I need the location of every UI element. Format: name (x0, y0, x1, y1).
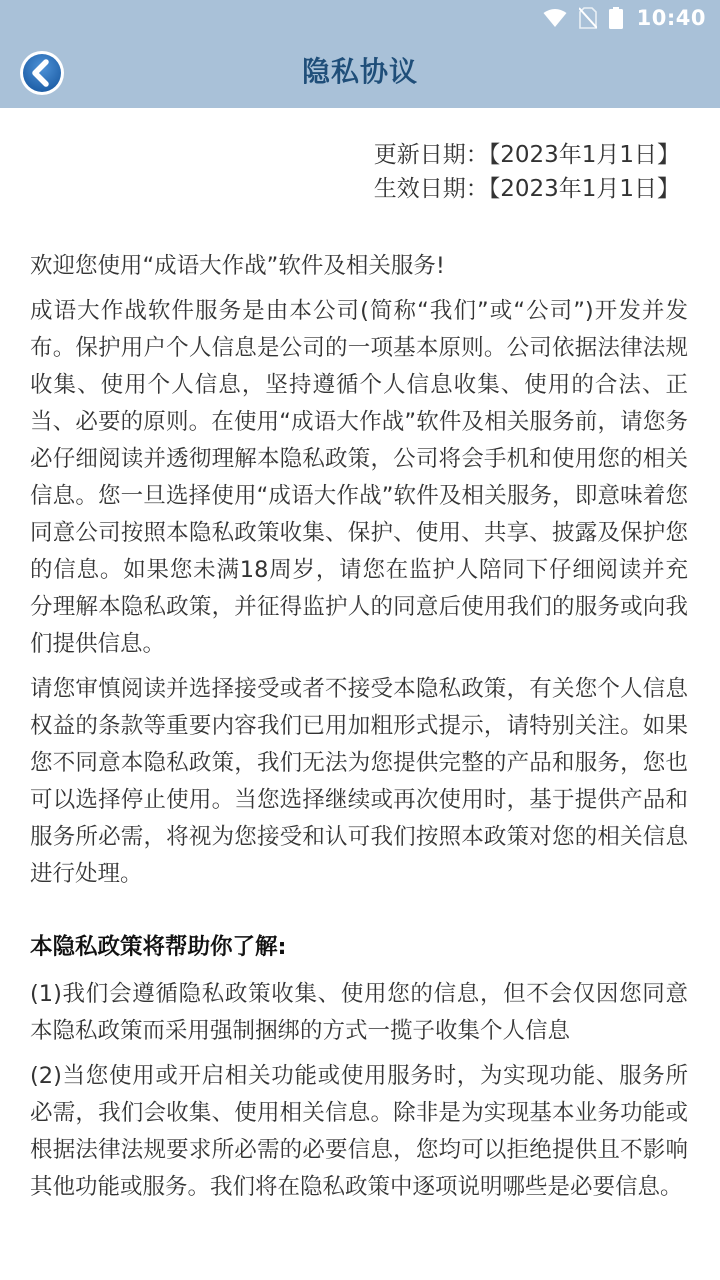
status-bar (0, 0, 720, 36)
section-title: 本隐私政策将帮助你了解: (30, 934, 287, 960)
page-title: 隐私协议 (301, 55, 418, 88)
list-item: (2)当您使用或开启相关功能或使用服务时，为实现功能、服务所必需，我们会收集、使用相关信息。除非是为实现基本业务功能或根据法律法规要求所必需的必要信息，您均可以拒绝提供且不影响其他功能或服务。我们将在隐私政策中逐项说明哪些是必要信息。 (30, 1063, 688, 1200)
list-item: (1)我们会遵循隐私政策收集、使用您的信息，但不会仅因您同意本隐私政策而采用强制捆绑的方式一揽子收集个人信息 (30, 981, 688, 1044)
welcome-text: 欢迎您使用“成语大作战”软件及相关服务! (30, 253, 445, 279)
update-date: 更新日期：【2023年1月1日】 (373, 142, 680, 168)
app-header (0, 36, 720, 108)
dates-block (30, 138, 680, 206)
no-sim-icon (579, 7, 597, 29)
privacy-content[interactable] (0, 108, 720, 1280)
status-time: 10:40 (636, 6, 706, 30)
battery-icon (609, 7, 623, 29)
notice-paragraph: 请您审慎阅读并选择接受或者不接受本隐私政策，有关您个人信息权益的条款等重要内容我们已用加粗形式提示，请特别关注。如果您不同意本隐私政策，我们无法为您提供完整的产品和服务，您也可以选择停止使用。当您选择继续或再次使用时，基于提供产品和服务所必需，将视为您接受和认可我们按照本政策对您的相关信息进行处理。 (30, 676, 688, 887)
effective-date: 生效日期：【2023年1月1日】 (373, 176, 680, 202)
intro-paragraph: 成语大作战软件服务是由本公司(简称“我们”或“公司”)开发并发布。保护用户个人信息是公司的一项基本原则。公司依据法律法规收集、使用个人信息，坚持遵循个人信息收集、使用的合法、正当、必要的原则。在使用“成语大作战”软件及相关服务前，请您务必仔细阅读并透彻理解本隐私政策，公司将会手机和使用您的相关信息。您一旦选择使用“成语大作战”软件及相关服务，即意味着您同意公司按照本隐私政策收集、保护、使用、共享、披露及保护您的信息。如果您未满18周岁，请您在监护人陪同下仔细阅读并充分理解本隐私政策，并征得监护人的同意后使用我们的服务或向我们提供信息。 (30, 298, 688, 657)
wifi-icon (543, 8, 567, 28)
